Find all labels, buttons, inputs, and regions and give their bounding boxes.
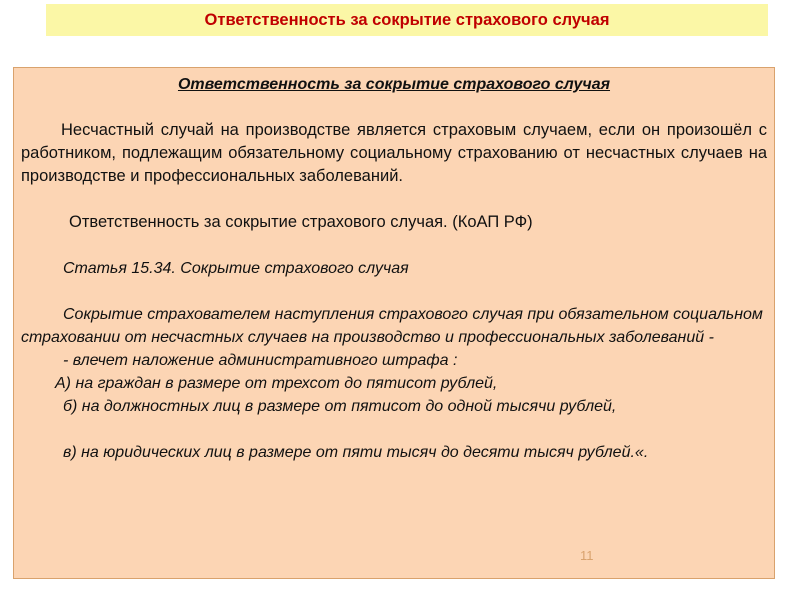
- content-box: [13, 67, 775, 579]
- line-fine: - влечет наложение административного штрафа :: [63, 352, 458, 369]
- line-legal-entities: в) на юридических лиц в размере от пяти тысяч до десяти тысяч рублей.«.: [63, 444, 649, 461]
- slide-number: 11: [580, 548, 594, 563]
- slide-title: Ответственность за сокрытие страхового случая: [204, 10, 610, 29]
- title-bar: [46, 4, 768, 36]
- paragraph-responsibility: Ответственность за сокрытие страхового случая. (КоАП РФ): [69, 213, 533, 231]
- line-citizens: А) на граждан в размере от трехсот до пятисот рублей,: [55, 375, 498, 392]
- paragraph-concealment: Сокрытие страхователем наступления страхового случая при обязательном социальном страховании от несчастных случаев на производство и профессиональных заболеваний -: [21, 306, 763, 346]
- article-title: Статья 15.34. Сокрытие страхового случая: [63, 260, 409, 277]
- line-officials: б) на должностных лиц в размере от пятисот до одной тысячи рублей,: [63, 398, 617, 415]
- content-heading: Ответственность за сокрытие страхового случая: [177, 76, 611, 93]
- paragraph-definition: Несчастный случай на производстве является страховым случаем, если он произошёл с работником, подлежащим обязательному социальному страхованию от несчастных случаев на производстве и профессиональных заболеваний.: [21, 121, 767, 185]
